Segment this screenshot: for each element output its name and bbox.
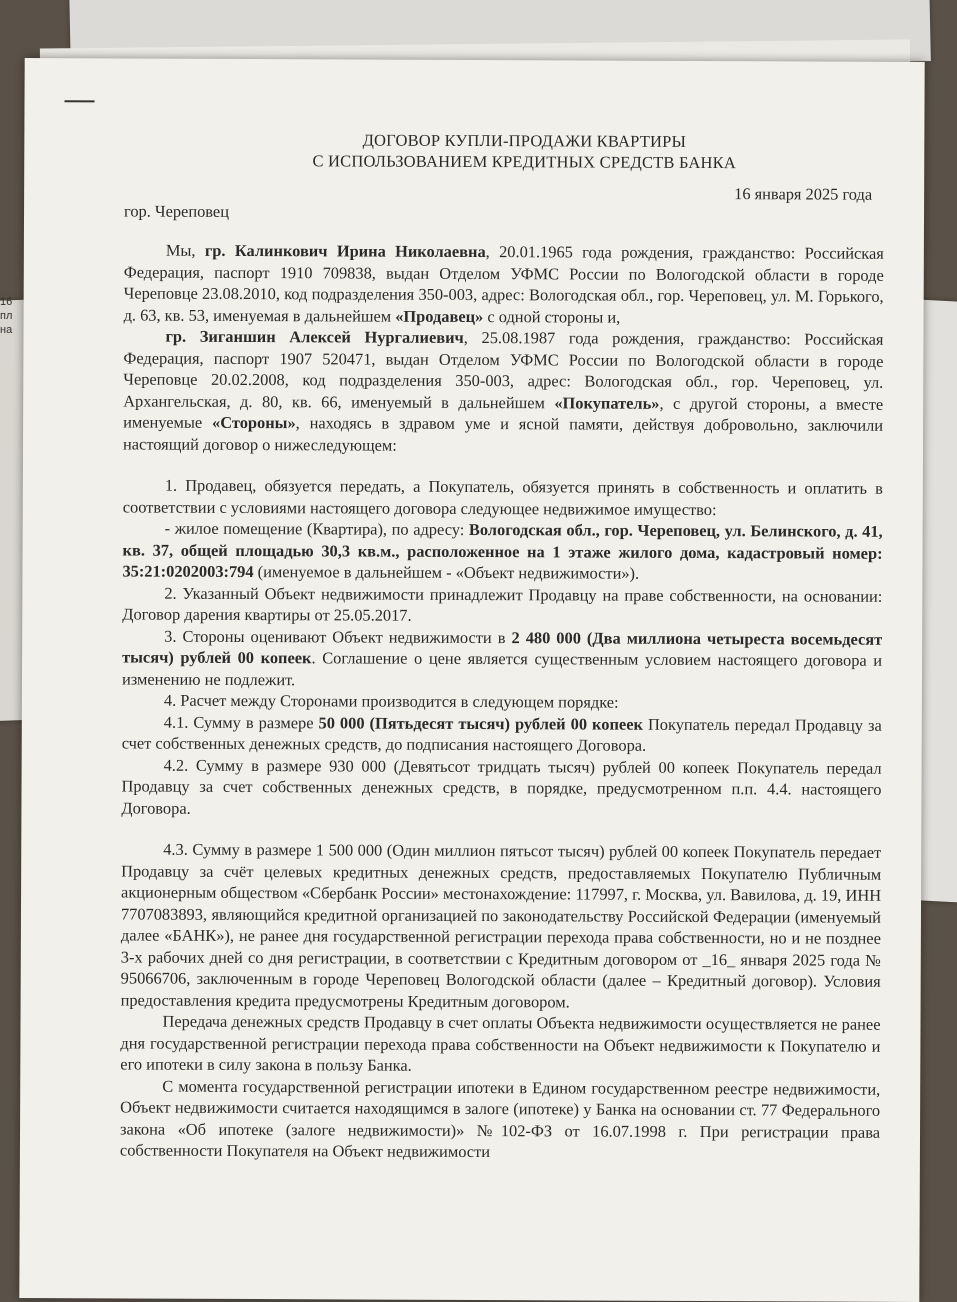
buyer-name: гр. Зиганшин Алексей Нургалиевич	[165, 326, 464, 347]
title-line-2: С ИСПОЛЬЗОВАНИЕМ КРЕДИТНЫХ СРЕДСТВ БАНКА	[312, 151, 737, 173]
document-page	[19, 58, 924, 1302]
clause-2: 2. Указанный Объект недвижимости принадлежит Продавцу на праве собственности, на основании: Договор дарения квартиры от 25.05.2017.	[122, 583, 883, 625]
clause-4: 4. Расчет между Сторонами производится в следующем порядке:	[163, 690, 619, 712]
document-title	[164, 129, 884, 174]
property-price: 2 480 000 (Два миллиона четыреста восемьдесят тысяч) рублей 00 копеек	[122, 627, 883, 668]
seller-paragraph: Мы, гр. Калинкович Ирина Николаевна, 20.01.1965 года рождения, гражданство: Российская Федерация, паспорт 1910 709838, выдан Отделом УФМС России по Вологодской области в городе Череповце 23.08.2010, код подразделения 350-003, адрес: Вологодская обл., гор. Череповец, ул. М. Горького, д. 63, кв. 53, именуемая в дальнейшем «Продавец» с одной стороны и,	[123, 240, 884, 327]
document-city: гор. Череповец	[124, 200, 230, 221]
document-content	[120, 128, 884, 1164]
buyer-role: «Покупатель»	[554, 392, 660, 413]
clause-4-3: 4.3. Сумму в размере 1 500 000 (Один миллион пятьсот тысяч) рублей 00 копеек Покупатель передает Продавцу за счёт целевых кредитных денежных средств, предоставляемых Покупателю Публичным акционерным обществом «Сбербанк России» местонахождение: 117997, г. Москва, ул. Вавилова, д. 19, ИНН 7707083893, являющийся кредитной организацией по законодательству Российской Федерации (именуемый далее «БАНК»), не ранее дня государственной регистрации перехода права собственности, но и не позднее 3-х рабочих дней со дня регистрации, в соответствии с Кредитным договором от _16_ января 2025 года № 95066706, заключенным в городе Череповец Вологодской области (далее – Кредитный договор). Условия предоставления кредита предусмотрены Кредитным договором.	[120, 839, 882, 1011]
document-date: 16 января 2025 года	[734, 184, 873, 204]
title-line-1: ДОГОВОР КУПЛИ-ПРОДАЖИ КВАРТИРЫ	[362, 130, 687, 151]
property-address: Вологодская обл., гор. Череповец, ул. Белинского, д. 41, кв. 37, общей площадью 30,3 кв.м., расположенное на 1 этаже жилого дома, кадастровый номер: 35:21:0202003:794	[122, 519, 883, 582]
dash-mark	[65, 100, 95, 102]
parties-role: «Стороны»	[212, 412, 296, 433]
seller-role: «Продавец»	[395, 306, 484, 326]
prepayment-amount: 50 000 (Пятьдесят тысяч) рублей 00 копеек	[318, 712, 643, 734]
clause-4-1: 4.1. Сумму в размере 50 000 (Пятьдесят тысяч) рублей 00 копеек Покупатель передал Продавцу за счет собственных денежных средств, до подписания настоящего Договора.	[121, 712, 882, 755]
buyer-paragraph: гр. Зиганшин Алексей Нургалиевич, 25.08.1987 года рождения, гражданство: Российская Федерация, паспорт 1907 520471, выдан Отделом УФМС России по Вологодской области в городе Череповце 20.02.2008, код подразделения 350-003, адрес: Вологодская обл., гор. Череповец, ул. Архангельская, д. 80, кв. 66, именуемый в дальнейшем «Покупатель», с другой стороны, а вместе именуемые «Стороны», находясь в здравом уме и ясной памяти, действуя добровольно, заключили настоящий договор о нижеследующем:	[122, 326, 884, 455]
clause-1: 1. Продавец, обязуется передать, а Покупатель, обязуется принять в собственность и оплатить в соответствии с условиями настоящего договора следующее недвижимое имущество:	[122, 475, 883, 519]
clause-4-2: 4.2. Сумму в размере 930 000 (Девятьсот тридцать тысяч) рублей 00 копеек Покупатель передал Продавцу за счет собственных денежных средств, в порядке, предусмотренном п.п. 4.4. настоящего Договора.	[121, 755, 882, 818]
clause-3: 3. Стороны оценивают Объект недвижимости в 2 480 000 (Два миллиона четыреста восемьдесят тысяч) рублей 00 копеек. Соглашение о цене является существенным условием настоящего договора и изменению не подлежит.	[121, 626, 883, 689]
transfer-paragraph: Передача денежных средств Продавцу в счет оплаты Объекта недвижимости осуществляется не ранее дня государственной регистрации перехода права собственности на Объект недвижимости к Покупателю и его ипотеки в силу закона в пользу Банка.	[120, 1011, 881, 1075]
clause-1-item: - жилое помещение (Квартира), по адресу: Вологодская обл., гор. Череповец, ул. Белинского, д. 41, кв. 37, общей площадью 30,3 кв.м., расположенное на 1 этаже жилого дома, кадастровый номер: 35:21:0202003:794 (именуемое в дальнейшем - «Объект недвижимости»).	[122, 518, 883, 583]
mortgage-paragraph: С момента государственной регистрации ипотеки в Едином государственном реестре недвижимости, Объект недвижимости считается находящимся в залоге (ипотеке) у Банка на основании ст. 77 Федерального закона «Об ипотеке (залоге недвижимости)» №102-ФЗ от 16.07.1998 г. При регистрации права собственности Покупателя на Объект недвижимости	[119, 1076, 881, 1162]
left-edge-text: 16 пл на	[0, 296, 13, 336]
seller-name: гр. Калинкович Ирина Николаевна	[204, 240, 486, 262]
